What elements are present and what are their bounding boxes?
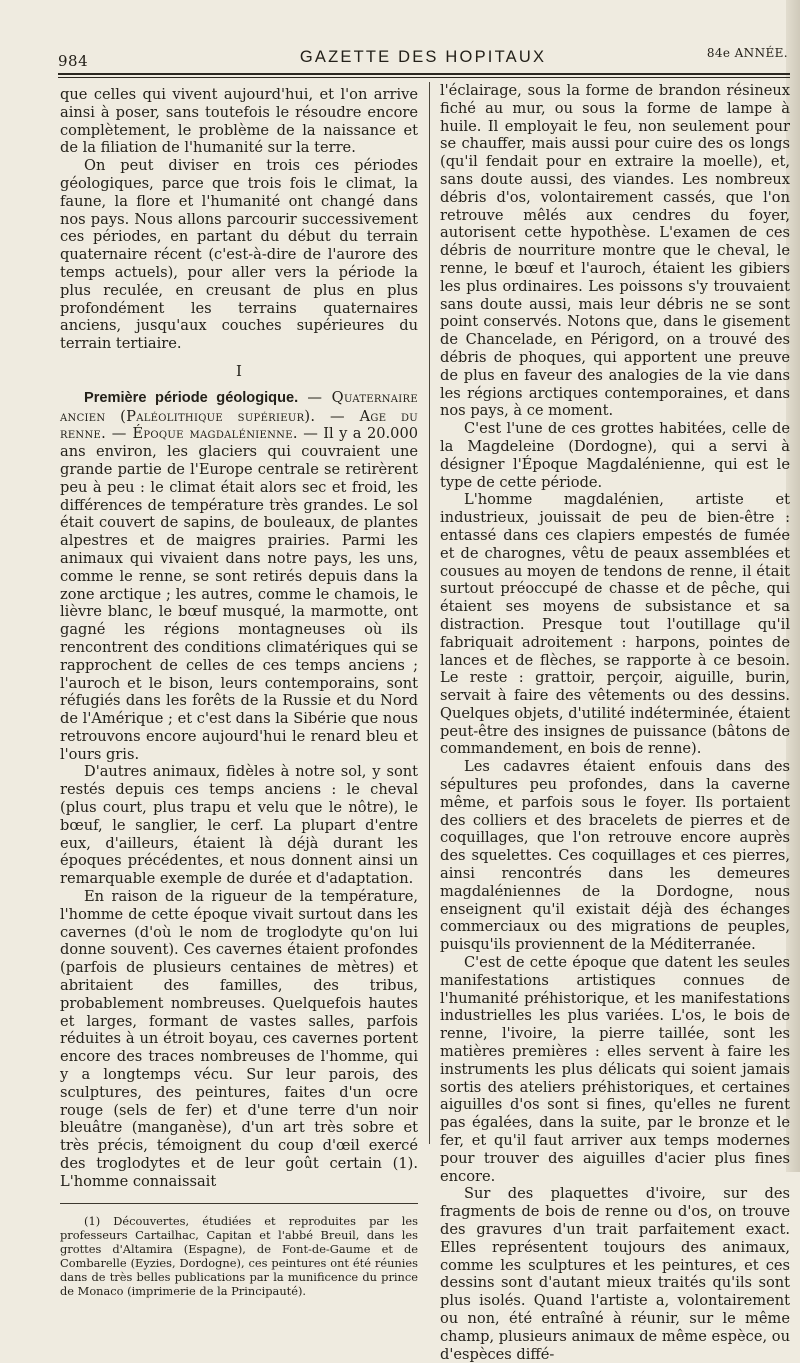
paragraph: Sur des plaquettes d'ivoire, sur des fragments de bois de renne ou d'os, on trouve des gravures d'un trait parfaitement exact. Elles représentent toujours des animaux, comme les sculptures et les peintures, et ces dessins sont d'autant mieux traités qu'ils sont plus isolés. Quand l'artiste a, volontairement ou non, été entraîné à réunir, sur le même champ, plusieurs animaux de même espèce, ou d'espèces diffé-	[440, 1185, 790, 1363]
column-divider	[429, 82, 430, 1144]
paragraph: D'autres animaux, fidèles à notre sol, y sont restés depuis ces temps anciens : le cheval (plus court, plus trapu et velu que le nôtre), le bœuf, le sanglier, le cerf. La plupart d'entre eux, d'ailleurs, étaient là déjà durant les époques précédentes, et nous donnent ainsi un remarquable exemple de durée et d'adaptation.	[60, 763, 418, 888]
footnote: (1) Découvertes, étudiées et reproduites par les professeurs Cartailhac, Capitan et l'abbé Breuil, dans les grottes d'Altamira (Espagne), de Font-de-Gaume et de Combarelle (Eyzies, Dordogne), ces peintures ont été réunies dans de très belles publications par la munificence du prince de Monaco (imprimerie de la Principauté).	[60, 1213, 418, 1298]
section-title: Première période géologique.	[84, 389, 299, 406]
paragraph: l'éclairage, sous la forme de brandon résineux fiché au mur, ou sous la forme de lampe à huile. Il employait le feu, non seulement pour se chauffer, mais aussi pour cuire des os longs (qu'il fendait pour en extraire la moelle), et, sans doute aussi, des viandes. Les nombreux débris d'os, volontairement cassés, que l'on retrouve mêlés aux cendres du foyer, autorisent cette hypothèse. L'examen de ces débris de nourriture montre que le cheval, le renne, le bœuf et l'auroch, étaient les gibiers les plus ordinaires. Les poissons s'y trouvaient sans doute aussi, mais leur débris ne se sont point conservés. Notons que, dans le gisement de Chancelade, en Périgord, on a trouvé des débris de phoques, qui apportent une preuve de plus en faveur des analogies de la vie dans les régions arctiques contemporaines, et dans nos pays, à ce moment.	[440, 82, 790, 420]
paragraph: que celles qui vivent aujourd'hui, et l'on arrive ainsi à poser, sans toutefois le résoudre encore complètement, le problème de la naissance et de la filiation de l'humanité sur la terre.	[60, 86, 418, 157]
right-column	[440, 82, 790, 1363]
section-paragraph	[60, 389, 418, 764]
paragraph: En raison de la rigueur de la température, l'homme de cette époque vivait surtout dans les cavernes (d'où le nom de troglodyte qu'on lui donne souvent). Ces cavernes étaient profondes (parfois de plusieurs centaines de mètres) et abritaient des familles, des tribus, probablement nombreuses. Quelquefois hautes et larges, formant de vastes salles, parfois réduites à un étroit boyau, ces cavernes portent encore des traces nombreuses de l'homme, qui y a longtemps vécu. Sur leur parois, des sculptures, des peintures, faites d'un ocre rouge (sels de fer) et d'une terre d'un noir bleuâtre (manganèse), d'un art très sobre et très précis, témoignent du coup d'œil exercé des troglodytes et de leur goût certain (1). L'homme connaissait	[60, 888, 418, 1190]
section-subtitle: — Quaternaire ancien (Paléolithique supérieur). — Age du renne. — Époque magdalénienne.	[60, 388, 418, 443]
footnote-rule	[60, 1203, 418, 1204]
page-number: 984	[58, 52, 89, 70]
header-rule-thin	[58, 77, 790, 78]
section-number: I	[236, 361, 242, 380]
left-column	[60, 86, 418, 1298]
paragraph: Les cadavres étaient enfouis dans des sépultures peu profondes, dans la caverne même, et parfois sous le foyer. Ils portaient des colliers et des bracelets de pierres et de coquillages, que l'on retrouve encore auprès des squelettes. Ces coquillages et ces pierres, ainsi rencontrés dans les demeures magdaléniennes de la Dordogne, nous enseignent qu'il existait déjà des échanges commerciaux ou des migrations de peuples, puisqu'ils proviennent de la Méditerranée.	[440, 758, 790, 954]
header-rule	[58, 73, 790, 75]
paragraph: On peut diviser en trois ces périodes géologiques, parce que trois fois le climat, la faune, la flore et l'humanité ont changé dans nos pays. Nous allons parcourir successivement ces périodes, en partant du début du terrain quaternaire récent (c'est-à-dire de l'aurore des temps actuels), pour aller vers la période la plus reculée, en creusant de plus en plus profondément les terrains quaternaires anciens, jusqu'aux couches supérieures du terrain tertiaire.	[60, 157, 418, 353]
year-label: 84e ANNÉE.	[706, 46, 788, 60]
page-header	[58, 42, 788, 72]
section-text: — Il y a 20.000 ans environ, les glaciers qui couvraient une grande partie de l'Europe centrale se retirèrent peu à peu : le climat était alors sec et froid, les différences de température très grandes. Le sol était couvert de sapins, de bouleaux, de plantes alpestres et de maigres prairies. Parmi les animaux qui vivaient dans notre pays, les uns, comme le renne, se sont retirés depuis dans la zone arctique ; les autres, comme le chamois, le lièvre blanc, le bœuf musqué, la marmotte, ont gagné les régions montagneuses où ils rencontrent des conditions climatériques qui se rapprochent de celles de ces temps anciens ; l'auroch et le bison, leurs contemporains, sont réfugiés dans les forêts de la Russie et du Nord de l'Amérique ; et c'est dans la Sibérie que nous retrouvons encore aujourd'hui le renard bleu et l'ours gris.	[60, 425, 419, 763]
paragraph: C'est l'une de ces grottes habitées, celle de la Magdeleine (Dordogne), qui a servi à désigner l'Époque Magdalénienne, qui est le type de cette période.	[440, 420, 790, 491]
paragraph: L'homme magdalénien, artiste et industrieux, jouissait de peu de bien-être : entassé dans ces clapiers empestés de fumée et de charognes, vêtu de peaux assemblées et cousues au moyen de tendons de renne, il était surtout préoccupé de chasse et de pêche, qui étaient ses moyens de subsistance et sa distraction. Presque tout l'outillage qu'il fabriquait adroitement : harpons, pointes de lances et de flèches, se rapporte à ce besoin. Le reste : grattoir, perçoir, aiguille, burin, servait à faire des vêtements ou des dessins. Quelques objets, d'utilité indéterminée, étaient peut-être des insignes de puissance (bâtons de commandement, en bois de renne).	[440, 491, 790, 758]
journal-title: GAZETTE DES HOPITAUX	[299, 48, 547, 66]
paragraph: C'est de cette époque que datent les seules manifestations artistiques connues de l'humanité préhistorique, et les manifestations industrielles les plus variées. L'os, le bois de renne, l'ivoire, la pierre taillée, sont les matières premières : elles servent à faire les instruments les plus délicats qui soient jamais sortis des ateliers préhistoriques, et certaines aiguilles d'os sont si fines, qu'elles ne furent pas égalées, dans la suite, par le bronze et le fer, et qu'il faut arriver aux temps modernes pour trouver des aiguilles d'acier plus fines encore.	[440, 954, 790, 1185]
